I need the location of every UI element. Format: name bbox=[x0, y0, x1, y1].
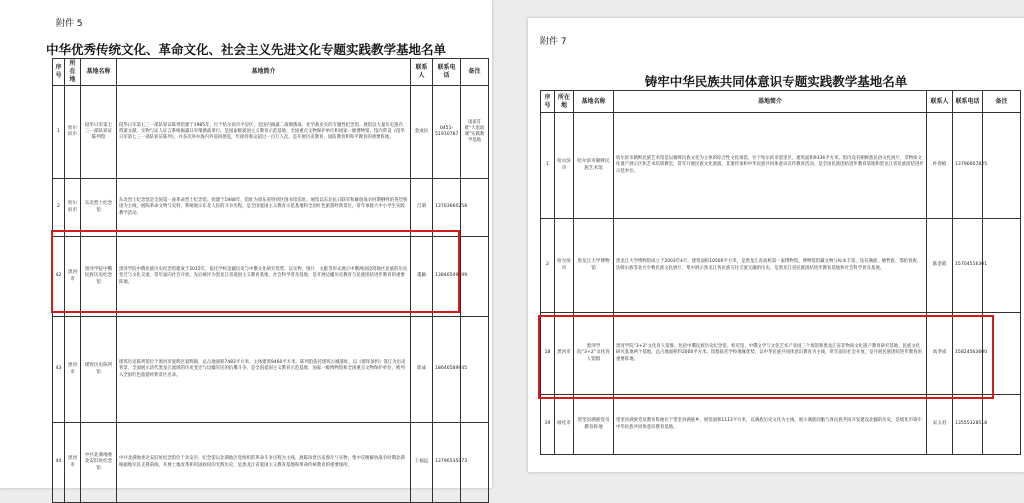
row-name: 侵华日军第七三一部队罪证陈列馆 bbox=[81, 86, 117, 179]
row-intro: 瑷珲历史陈列馆位于黑河市爱辉区爱辉镇，总占地面积7483平方米，主体建筑9460平方米。陈列馆依托瑷珲古城遗址，以《瑷珲条约》签订为历史背景，全面展示清代黑龙江流域的历史变迁与边疆军民的抗俄斗争，是全国爱国主义教育示范基地、国家一级博物馆和全国重点文物保护单位，被列入全国红色旅游经典景区名录。 bbox=[117, 317, 411, 423]
header-phone: 联系电话 bbox=[433, 59, 461, 86]
row-name: 黑河学院中俄民族历史纪念馆 bbox=[81, 237, 117, 317]
row-phone: 13703660258 bbox=[433, 179, 461, 237]
row-city: 黑河市 bbox=[555, 313, 574, 395]
table-row bbox=[541, 395, 1021, 455]
header-phone: 联系电话 bbox=[953, 91, 983, 113]
row-city: 哈尔滨市 bbox=[65, 86, 81, 179]
header-contact: 联系人 bbox=[411, 59, 433, 86]
row-contact: 董颖 bbox=[411, 237, 433, 317]
row-no: 44 bbox=[53, 423, 65, 503]
row-name: 望奎县满族党员教育阵地 bbox=[574, 395, 614, 455]
row-no: 2 bbox=[53, 179, 65, 237]
row-no: 43 bbox=[53, 317, 65, 423]
row-contact: 高孝成 bbox=[927, 313, 953, 395]
row-contact: 金成民 bbox=[411, 86, 433, 179]
row-city: 黑河市 bbox=[65, 237, 81, 317]
header-city: 所在地 bbox=[65, 59, 81, 86]
row-phone: 15704516301 bbox=[953, 219, 983, 313]
row-no: 1 bbox=[541, 113, 555, 219]
row-intro: 黑河学院“3+2”文化育人馆群，包括中俄民族历史纪念馆、校史馆、中俄文学与文化艺术产业园三个场馆和黑龙江省非物质文化遗产教育研究基地、民族文化研究基地两个基地，总占地面积约2000平方米。馆群依托学校地缘优势，以中华民族共同体意识教育为主线，常年面向社会开放，是开展民族团结进步教育的重要阵地。 bbox=[614, 313, 927, 395]
header-intro: 基地简介 bbox=[614, 91, 927, 113]
row-phone: 13555328518 bbox=[953, 395, 983, 455]
row-no: 1 bbox=[53, 86, 65, 179]
page-title: 中华优秀传统文化、革命文化、社会主义先进文化专题实践教学基地名单 bbox=[45, 42, 446, 57]
row-contact: 陈金霞 bbox=[927, 219, 953, 313]
header-intro: 基地简介 bbox=[117, 59, 411, 86]
row-intro: 中共北满地委北安旧址纪念馆位于北安市，纪念馆以北满地区党组织的革命斗争历程为主线，展陈珍贵历史图片与实物，集中反映解放战争时期北满根据地军民支援前线、开展土地改革和巩固政权的光辉历史，是黑龙江省爱国主义教育基地和革命传统教育的重要场所。 bbox=[117, 423, 411, 503]
row-phone: 13846549099 bbox=[433, 237, 461, 317]
row-city: 哈尔滨市 bbox=[555, 219, 574, 313]
header-name: 基地名称 bbox=[574, 91, 614, 113]
header-remark: 备注 bbox=[983, 91, 1021, 113]
row-name: 黑龙江大学博物馆 bbox=[574, 219, 614, 313]
row-name: 中共北满地委北安旧址纪念馆 bbox=[81, 423, 117, 503]
table-row bbox=[53, 423, 489, 503]
header-contact: 联系人 bbox=[927, 91, 953, 113]
row-remark bbox=[983, 395, 1021, 455]
row-no: 2 bbox=[541, 219, 555, 313]
row-no: 42 bbox=[53, 237, 65, 317]
row-no: 19 bbox=[541, 395, 555, 455]
header-name: 基地名称 bbox=[81, 59, 117, 86]
row-intro: 望奎县满族党员教育阵地位于望奎县满族乡，展馆面积1113平方米，以满族历史文化为主线，展示满族同胞与各民族共同开发建设北疆的历史，是绥化市铸牢中华民族共同体意识教育基地。 bbox=[614, 395, 927, 455]
header-remark: 备注 bbox=[461, 59, 489, 86]
page-title: 铸牢中华民族共同体意识专题实践教学基地名单 bbox=[644, 74, 908, 89]
table-row bbox=[541, 113, 1021, 219]
table-header-row bbox=[541, 91, 1021, 113]
document-page-attachment-5 bbox=[0, 0, 492, 488]
attachment-label: 附件 7 bbox=[540, 37, 567, 47]
row-intro: 黑龙江大学博物馆成立于2003年4月，建筑面积10500平方米，是黑龙江省高校第一家博物馆。博物馆馆藏文物与标本丰富，设有满族、赫哲族、鄂伦春族、达斡尔族等北方少数民族文化展厅，集中展示黑龙江各民族交往交流交融的历史，是黑龙江省民族团结进步教育基地和社会科学普及基地。 bbox=[614, 219, 927, 313]
row-name: 黑河学院“3+2”文化育人馆群 bbox=[574, 313, 614, 395]
table-row bbox=[53, 179, 489, 237]
table-header-row bbox=[53, 59, 489, 86]
table-row bbox=[53, 317, 489, 423]
row-phone: 13796535073 bbox=[433, 423, 461, 503]
row-phone: 13796607825 bbox=[953, 113, 983, 219]
row-remark bbox=[983, 219, 1021, 313]
row-name: 瑷珲历史陈列馆 bbox=[81, 317, 117, 423]
row-intro: 东北烈士纪念馆是全国第一座革命烈士纪念馆，始建于1948年，馆址为原东省特别区图书馆旧址。展馆以东北抗日联军和解放战争时期牺牲的英烈事迹为主线，展陈革命文物与史料，系统展示东北人民的斗争历程，是全国爱国主义教育示范基地和全国红色旅游经典景区，常年承接大中小学生实践教学活动。 bbox=[117, 179, 411, 237]
highlight-box bbox=[538, 315, 994, 399]
header-city: 所在地 bbox=[555, 91, 574, 113]
attachment-label: 附件 5 bbox=[56, 19, 83, 29]
base-list-table bbox=[540, 90, 1021, 455]
row-intro: 侵华日军第七三一部队罪证陈列馆建于1985年，位于哈尔滨市平房区，是国内揭露二战细菌战、化学战史实的专题性纪念馆。展馆以大量历史遗存、档案文献、实物与证人证言系统揭露日军细菌战罪行，是国家级爱国主义教育示范基地、全国重点文物保护单位和国家一级博物馆。馆内常设《侵华日军第七三一部队罪证陈列》，并多次举办海内外巡回展览，年接待观众超过一百万人次，是开展历史教育、国防教育和和平教育的重要阵地。 bbox=[117, 86, 411, 179]
row-phone: 18646589945 bbox=[433, 317, 461, 423]
row-city: 哈尔滨市 bbox=[555, 113, 574, 219]
row-intro: 黑河学院中俄民族历史纪念馆建成于2015年，依托学校边疆历史与中俄文化研究优势，以实物、图片、文献等形式展示中俄两国边境地区民族的历史变迁与文化交流，常年面向社会开放，先后被评为黑龙江省爱国主义教育基地、社会科学普及基地，是开展边疆历史教育与民族团结进步教育的重要阵地。 bbox=[117, 237, 411, 317]
row-remark bbox=[983, 113, 1021, 219]
row-name: 哈尔滨市朝鲜民族艺术馆 bbox=[574, 113, 614, 219]
header-no: 序号 bbox=[53, 59, 65, 86]
row-name: 东北烈士纪念馆 bbox=[81, 179, 117, 237]
row-contact: 朴春植 bbox=[927, 113, 953, 219]
table-row bbox=[541, 219, 1021, 313]
row-city: 哈尔滨市 bbox=[65, 179, 81, 237]
header-no: 序号 bbox=[541, 91, 555, 113]
document-page-attachment-7 bbox=[528, 18, 1024, 472]
row-no: 18 bbox=[541, 313, 555, 395]
highlight-box bbox=[51, 230, 460, 313]
row-phone: 0451-51910787 bbox=[433, 86, 461, 179]
row-city: 黑河市 bbox=[65, 423, 81, 503]
row-phone: 15824563600 bbox=[953, 313, 983, 395]
row-city: 绥化市 bbox=[555, 395, 574, 455]
row-intro: 哈尔滨市朝鲜民族艺术馆是以朝鲜民族文化为主体的综合性文化场馆，位于哈尔滨市道里区，建筑面积9336平方米。馆内设有朝鲜族民俗文化展厅、非物质文化遗产展示区和艺术培训教室，常年开展民族文化展演、非遗传承和中华民族共同体意识宣传教育活动，是全国民族团结进步教育基地和黑龙江省民族团结进步示范单位。 bbox=[614, 113, 927, 219]
table-row bbox=[53, 86, 489, 179]
row-contact: 吕萌 bbox=[411, 179, 433, 237]
row-contact: 郭成 bbox=[411, 317, 433, 423]
row-contact: 宋玉君 bbox=[927, 395, 953, 455]
row-remark: 国家首批“大思政课”实践教学基地 bbox=[461, 86, 489, 179]
row-city: 黑河市 bbox=[65, 317, 81, 423]
row-contact: 王福远 bbox=[411, 423, 433, 503]
